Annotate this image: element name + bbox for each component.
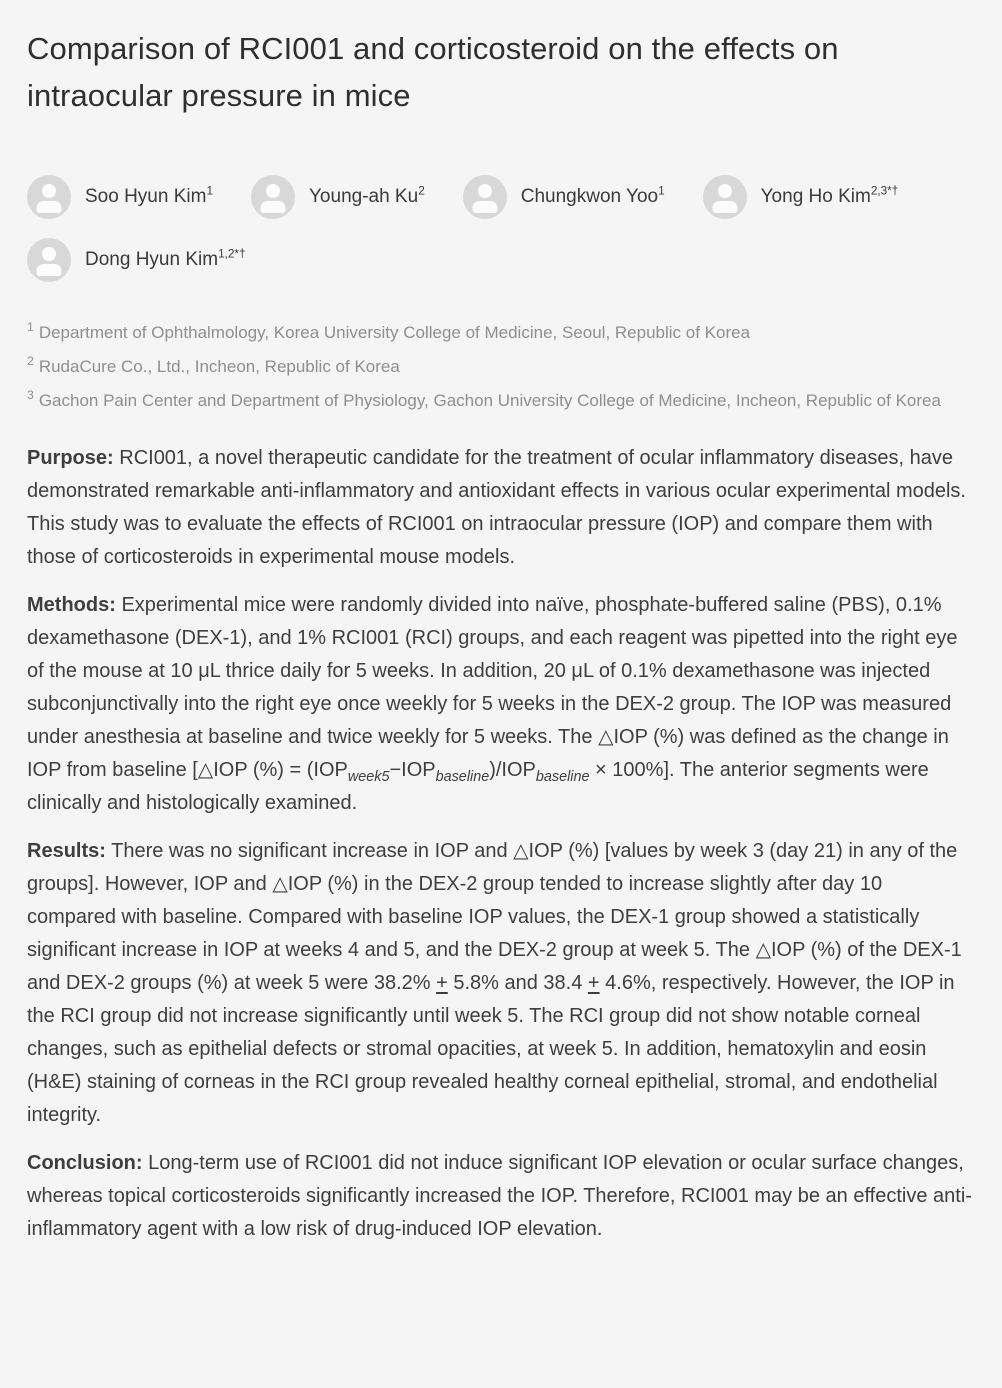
author-affiliation-superscript: 1 (658, 184, 665, 198)
author-item[interactable] (463, 175, 665, 219)
affiliation-text: RudaCure Co., Ltd., Incheon, Republic of Korea (38, 357, 400, 376)
person-avatar-icon (27, 238, 71, 282)
affiliation-text: Department of Ophthalmology, Korea University College of Medicine, Seoul, Republic of Korea (38, 323, 751, 342)
author-name: Dong Hyun Kim$^{1,2*\dagger}$ (85, 247, 246, 270)
results-paragraph: Results: There was no significant increase in IOP and △IOP (%) [values by week 3 (day 21) in any of the groups]. However, IOP and △IOP (%) in the DEX-2 group tended to increase slightly after day 10 compared with baseline. Compared with baseline IOP values, the DEX-1 group showed a statistically significant increase in IOP at weeks 4 and 5, and the DEX-2 group at week 5. The △IOP (%) of the DEX-1 and DEX-2 groups (%) at week 5 were 38.2% + 5.8% and 38.4 + 4.6%, respectively. However, the IOP in the RCI group did not increase significantly until week 5. The RCI group did not show notable corneal changes, such as epithelial defects or stromal opacities, at week 5. In addition, hematoxylin and eosin (H&E) staining of corneas in the RCI group revealed healthy corneal epithelial, stromal, and endothelial integrity. (27, 840, 962, 1126)
conclusion-paragraph: Conclusion: Long-term use of RCI001 did not induce significant IOP elevation or ocular surface changes, whereas topical corticosteroids significantly increased the IOP. Therefore, RCI001 may be an effective anti-inflammatory agent with a low risk of drug-induced IOP elevation. (27, 1152, 972, 1240)
author-item[interactable] (251, 175, 425, 219)
author-name: Chungkwon Yoo$^1$ (520, 184, 665, 207)
author-item[interactable] (27, 175, 213, 219)
page-title: Comparison of RCI001 and corticosteroid on the effects on intraocular pressure in mice (27, 31, 839, 113)
person-avatar-icon (463, 175, 507, 219)
person-avatar-icon (703, 175, 747, 219)
author-name: Young-ah Ku$^2$ (309, 184, 425, 207)
author-affiliation-superscript: 2,3*† (870, 184, 899, 198)
author-item[interactable] (703, 175, 899, 219)
affiliation-number: 3 (27, 388, 34, 403)
author-affiliation-superscript: 2 (418, 184, 425, 198)
author-name: Soo Hyun Kim$^1$ (85, 184, 213, 207)
affiliation-text: Gachon Pain Center and Department of Physiology, Gachon University College of Medicine, Incheon, Republic of Korea (38, 391, 941, 410)
affiliation-number: 2 (27, 354, 34, 369)
affiliation-item (27, 384, 975, 418)
affiliation-item (27, 350, 975, 384)
author-name: Yong Ho Kim$^{2,3*\dagger}$ (760, 184, 899, 207)
affiliation-item (27, 316, 975, 350)
author-item[interactable] (27, 238, 246, 282)
affiliation-number: 1 (27, 320, 34, 335)
purpose-paragraph: Purpose: RCI001, a novel therapeutic candidate for the treatment of ocular inflammatory diseases, have demonstrated remarkable anti-inflammatory and antioxidant effects in various ocular experimental models. This study was to evaluate the effects of RCI001 on intraocular pressure (IOP) and compare them with those of corticosteroids in experimental mouse models. (27, 447, 966, 568)
abstract-body (27, 442, 975, 1246)
author-affiliation-superscript: 1,2*† (218, 247, 246, 261)
author-list (27, 175, 975, 282)
person-avatar-icon (27, 175, 71, 219)
affiliation-list (27, 316, 975, 418)
author-affiliation-superscript: 1 (206, 184, 213, 198)
person-avatar-icon (251, 175, 295, 219)
methods-paragraph: Methods: Experimental mice were randomly divided into naïve, phosphate-buffered saline (PBS), 0.1% dexamethasone (DEX-1), and 1% RCI001 (RCI) groups, and each reagent was pipetted into the right eye of the mouse at 10 μL thrice daily for 5 weeks. In addition, 20 μL of 0.1% dexamethasone was injected subconjunctivally into the right eye once weekly for 5 weeks in the DEX-2 group. The IOP was measured under anesthesia at baseline and twice weekly for 5 weeks. The △IOP (%) was defined as the change in IOP from baseline [△IOP (%) = $(IOP_{week5}-IOP_{baseline})/IOP_{baseline} \times 100\%$]. The anterior segments were clinically and histologically examined. (27, 594, 958, 814)
